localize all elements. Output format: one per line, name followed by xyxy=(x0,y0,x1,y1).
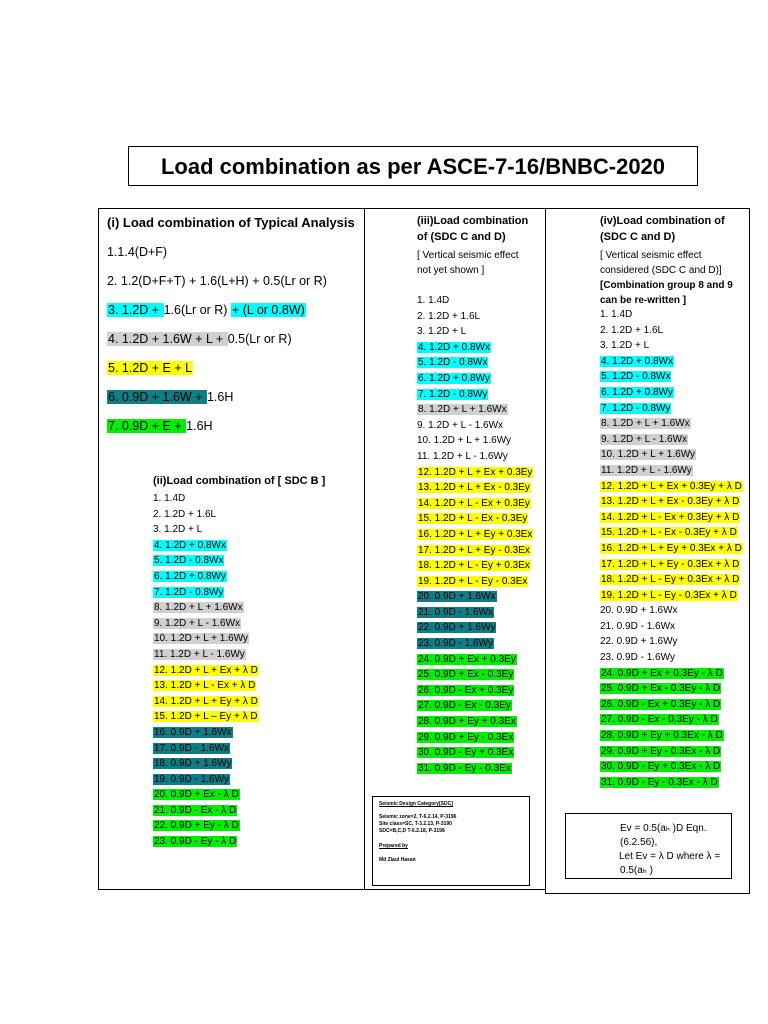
sdc-cdv-item xyxy=(600,588,743,604)
sdc-cd-item-text: 12. 1.2D + L + Ex + 0.3Ey xyxy=(418,466,533,478)
sdc-cd-item xyxy=(417,480,533,496)
sdc-b-item-text: 1. 1.4D xyxy=(153,493,186,504)
typical-item-part: 1.1.4(D+F) xyxy=(107,245,168,259)
sdc-b-item-text: 19. 0.9D - 1.6Wy xyxy=(154,773,229,785)
seismic-line-3: SDC=B,C,D T-6.2.18, P-3198 xyxy=(379,828,445,834)
sdc-b-item xyxy=(153,694,259,710)
sdc-cd-item-text: 2. 1.2D + 1.6L xyxy=(417,310,481,322)
sdc-b-item xyxy=(153,725,259,741)
sdc-b-item-text: 9. 1.2D + L - 1.6Wx xyxy=(154,617,241,629)
sdc-cdv-item xyxy=(600,697,743,713)
typical-item xyxy=(107,243,327,261)
sdc-b-item-text: 6. 1.2D + 0.8Wy xyxy=(154,570,226,582)
sdc-cdv-item xyxy=(600,385,743,401)
sdc-cd-item xyxy=(417,309,533,325)
sdc-cdv-item xyxy=(600,666,743,682)
sdc-b-item-text: 15. 1.2D + L – Ey + λ D xyxy=(154,711,258,723)
sdc-b-item-text: 5. 1.2D - 0.8Wx xyxy=(154,555,224,567)
sdc-cd-item xyxy=(417,605,533,621)
sdc-b-item xyxy=(153,538,259,554)
sdc-cd-item-text: 31. 0.9D - Ey - 0.3Ex xyxy=(418,762,511,774)
sdc-b-item xyxy=(153,569,259,585)
sdc-cd-item-text: 27. 0.9D - Ex - 0.3Ey xyxy=(418,700,511,712)
sdc-b-item xyxy=(153,616,259,632)
sdc-cd-item xyxy=(417,636,533,652)
sdc-cd-item xyxy=(417,355,533,371)
sdc-cdv-note-3: [Combination group 8 and 9 xyxy=(600,280,733,291)
typical-item xyxy=(107,388,327,406)
sdc-b-item xyxy=(153,834,259,850)
sdc-cd-item xyxy=(417,714,533,730)
sdc-cdv-item-text: 15. 1.2D + L - Ex - 0.3Ey + λ D xyxy=(601,527,737,539)
sdc-cd-item-text: 24. 0.9D + Ex + 0.3Ey xyxy=(418,653,516,665)
typical-item-part: 1.6H xyxy=(186,419,213,433)
sdc-cd-item-text: 13. 1.2D + L + Ex - 0.3Ey xyxy=(418,482,530,494)
sdc-cd-item-text: 5. 1.2D - 0.8Wx xyxy=(418,357,488,369)
typical-item xyxy=(107,301,327,319)
typical-item-part: 7. 0.9D + E + xyxy=(108,419,186,433)
sdc-cdv-item xyxy=(600,338,743,354)
sdc-cd-item-text: 18. 1.2D + L - Ey + 0.3Ex xyxy=(418,560,530,572)
sdc-cdv-item-text: 26. 0.9D - Ex + 0.3Ey - λ D xyxy=(601,698,721,710)
sdc-b-item xyxy=(153,522,259,538)
typical-item-part: + (L or 0.8W) xyxy=(231,303,305,317)
typical-item-part: 3. 1.2D + xyxy=(108,303,163,317)
sdc-cdv-item xyxy=(600,759,743,775)
typical-item-part: 1.6H xyxy=(206,390,234,404)
sdc-cdv-item-text: 6. 1.2D + 0.8Wy xyxy=(601,386,673,398)
sdc-cd-item-text: 9. 1.2D + L - 1.6Wx xyxy=(417,419,504,431)
page-title: Load combination as per ASCE-7-16/BNBC-2020 xyxy=(160,154,666,179)
sdc-cd-item xyxy=(417,418,533,434)
sdc-cdv-item-text: 30. 0.9D - Ey + 0.3Ex - λ D xyxy=(601,761,721,773)
sdc-b-item-text: 18. 0.9D + 1.6Wy xyxy=(154,758,232,770)
sdc-b-item xyxy=(153,741,259,757)
sdc-b-item-text: 20. 0.9D + Ex - λ D xyxy=(154,789,239,801)
sdc-b-item xyxy=(153,663,259,679)
sdc-cdv-item xyxy=(600,323,743,339)
sdc-b-item-text: 2. 1.2D + 1.6L xyxy=(153,508,217,520)
sdc-cdv-item-text: 3. 1.2D + L xyxy=(600,340,650,352)
sdc-b-item xyxy=(153,507,259,523)
typical-item-part: 2. 1.2(D+F+T) + 1.6(L+H) + 0.5(Lr or R) xyxy=(107,274,327,288)
sdc-cdv-note-4: can be re-written ] xyxy=(600,295,687,306)
sdc-b-item-text: 22. 0.9D + Ey - λ D xyxy=(154,820,239,832)
sdc-cdv-item-text: 4. 1.2D + 0.8Wx xyxy=(601,355,673,367)
ev-line-2: (6.2.56), xyxy=(620,837,658,848)
sdc-cd-item xyxy=(417,574,533,590)
sdc-b-item-text: 16. 0.9D + 1.6Wx xyxy=(154,726,232,738)
sdc-cd-item xyxy=(417,371,533,387)
sdc-cd-item xyxy=(417,558,533,574)
sdc-cd-note-1: [ Vertical seismic effect xyxy=(417,250,519,261)
sdc-cdv-item xyxy=(600,634,743,650)
sdc-cdv-item-text: 27. 0.9D - Ex - 0.3Ey - λ D xyxy=(601,714,718,726)
sdc-cdv-item-text: 8. 1.2D + L + 1.6Wx xyxy=(601,418,690,430)
sdc-cd-item xyxy=(417,667,533,683)
sdc-cdv-note-2: considered (SDC C and D)] xyxy=(600,265,722,276)
sdc-b-item-text: 10. 1.2D + L + 1.6Wy xyxy=(154,633,249,645)
typical-analysis-panel xyxy=(98,208,365,890)
typical-item-part: 0.5(Lr or R) xyxy=(227,332,292,346)
sdc-cdv-item xyxy=(600,369,743,385)
sdc-cd-item-text: 4. 1.2D + 0.8Wx xyxy=(418,341,490,353)
sdc-cd-item xyxy=(417,761,533,777)
sdc-cdv-item xyxy=(600,650,743,666)
sdc-cdv-item xyxy=(600,416,743,432)
seismic-heading: Seismic Design Category[SDC] xyxy=(379,801,453,807)
typical-list xyxy=(107,243,327,446)
sdc-cdv-item xyxy=(600,525,743,541)
sdc-cdv-item-text: 10. 1.2D + L + 1.6Wy xyxy=(601,449,696,461)
sdc-b-item-text: 7. 1.2D - 0.8Wy xyxy=(154,586,224,598)
sdc-cdv-item-text: 21. 0.9D - 1.6Wx xyxy=(600,620,676,632)
sdc-cdv-item-text: 24. 0.9D + Ex + 0.3Ey - λ D xyxy=(601,667,723,679)
title-box xyxy=(128,146,698,186)
typical-item xyxy=(107,359,327,377)
ev-line-4: 0.5(aₕ ) xyxy=(620,865,653,876)
sdc-cdv-item xyxy=(600,541,743,557)
sdc-cd-item xyxy=(417,433,533,449)
sdc-cdv-item xyxy=(600,510,743,526)
sdc-cd-item-text: 1. 1.4D xyxy=(417,295,450,306)
sdc-cdv-item xyxy=(600,307,743,323)
sdc-cd-item xyxy=(417,449,533,465)
sdc-cdv-item-text: 31. 0.9D - Ey - 0.3Ex - λ D xyxy=(601,776,718,788)
sdc-cd-note-2: not yet shown ] xyxy=(417,265,485,276)
ev-equation-box xyxy=(565,813,732,879)
sdc-cd-item-text: 14. 1.2D + L - Ex + 0.3Ey xyxy=(418,497,530,509)
sdc-cdv-heading-1: (iv)Load combination of xyxy=(600,215,725,227)
sdc-b-item xyxy=(153,600,259,616)
sdc-cd-item-text: 25. 0.9D + Ex - 0.3Ey xyxy=(418,669,514,681)
sdc-cd-item xyxy=(417,496,533,512)
sdc-cd-item-text: 6. 1.2D + 0.8Wy xyxy=(418,372,490,384)
sdc-cdv-item-text: 9. 1.2D + L - 1.6Wx xyxy=(601,433,688,445)
sdc-cdv-item xyxy=(600,603,743,619)
sdc-cd-item-text: 26. 0.9D - Ex + 0.3Ey xyxy=(418,684,514,696)
sdc-cdv-item-text: 17. 1.2D + L + Ey - 0.3Ex + λ D xyxy=(601,558,740,570)
sdc-cdv-item xyxy=(600,354,743,370)
sdc-cd-item-text: 29. 0.9D + Ey - 0.3Ex xyxy=(418,731,514,743)
sdc-b-item xyxy=(153,491,259,507)
sdc-b-item-text: 13. 1.2D + L - Ex + λ D xyxy=(154,680,256,692)
sdc-cd-item xyxy=(417,527,533,543)
sdc-cd-list xyxy=(417,293,533,776)
author-name: Md Ziaul Hasan xyxy=(379,857,416,863)
sdc-cd-item-text: 15. 1.2D + L - Ex - 0.3Ey xyxy=(418,513,528,525)
sdc-cd-item xyxy=(417,293,533,309)
sdc-cdv-item-text: 11. 1.2D + L - 1.6Wy xyxy=(601,464,692,476)
sdc-b-item xyxy=(153,787,259,803)
typical-item xyxy=(107,417,327,435)
sdc-cdv-item xyxy=(600,775,743,791)
sdc-cd-item xyxy=(417,620,533,636)
sdc-cd-item-text: 22. 0.9D + 1.6Wy xyxy=(418,622,496,634)
sdc-cdv-item xyxy=(600,744,743,760)
sdc-cdv-item xyxy=(600,463,743,479)
seismic-design-box xyxy=(372,796,530,886)
sdc-cdv-item xyxy=(600,572,743,588)
sdc-cdv-item-text: 5. 1.2D - 0.8Wx xyxy=(601,371,671,383)
sdc-cdv-heading-2: (SDC C and D) xyxy=(600,231,676,243)
sdc-cdv-item-text: 23. 0.9D - 1.6Wy xyxy=(600,652,675,664)
sdc-cdv-list xyxy=(600,307,743,790)
sdc-cd-item xyxy=(417,465,533,481)
sdc-b-item-text: 21. 0.9D - Ex - λ D xyxy=(154,804,237,816)
sdc-b-item-text: 3. 1.2D + L xyxy=(153,524,203,536)
sdc-cdv-item-text: 12. 1.2D + L + Ex + 0.3Ey + λ D xyxy=(601,480,742,492)
sdc-cd-vertical-panel xyxy=(545,208,750,894)
sdc-cd-item xyxy=(417,387,533,403)
sdc-cd-item-text: 11. 1.2D + L - 1.6Wy xyxy=(417,450,508,462)
sdc-cd-item-text: 3. 1.2D + L xyxy=(417,326,467,338)
sdc-b-item xyxy=(153,647,259,663)
sdc-cdv-item-text: 7. 1.2D - 0.8Wy xyxy=(601,402,671,414)
sdc-cd-item xyxy=(417,511,533,527)
typical-item xyxy=(107,330,327,348)
typical-item xyxy=(107,272,327,290)
typical-item-part: 6. 0.9D + 1.6W + xyxy=(108,390,206,404)
sdc-cd-item xyxy=(417,324,533,340)
sdc-cdv-item xyxy=(600,681,743,697)
sdc-cdv-item-text: 20. 0.9D + 1.6Wx xyxy=(600,605,678,617)
sdc-cd-item-text: 10. 1.2D + L + 1.6Wy xyxy=(417,435,512,447)
sdc-b-item-text: 4. 1.2D + 0.8Wx xyxy=(154,539,226,551)
seismic-line-1: Seismic zone=2, T-6.2.14, P-3196 xyxy=(379,814,457,820)
sdc-b-item xyxy=(153,818,259,834)
sdc-cd-item xyxy=(417,683,533,699)
sdc-cdv-item-text: 25. 0.9D + Ex - 0.3Ey - λ D xyxy=(601,683,721,695)
sdc-cdv-item-text: 2. 1.2D + 1.6L xyxy=(600,324,664,336)
sdc-b-item xyxy=(153,585,259,601)
sdc-cd-item xyxy=(417,589,533,605)
ev-line-3: Let Ev = λ D where λ = xyxy=(619,851,721,862)
sdc-cd-item xyxy=(417,543,533,559)
sdc-cd-item xyxy=(417,698,533,714)
sdc-cdv-item xyxy=(600,728,743,744)
typical-item-part: 5. 1.2D + E + L xyxy=(108,361,193,375)
sdc-cdv-item-text: 18. 1.2D + L - Ey + 0.3Ex + λ D xyxy=(601,574,740,586)
sdc-cdv-item-text: 14. 1.2D + L - Ex + 0.3Ey + λ D xyxy=(601,511,740,523)
sdc-cdv-item xyxy=(600,494,743,510)
sdc-cdv-item xyxy=(600,712,743,728)
sdc-b-item-text: 14. 1.2D + L + Ey + λ D xyxy=(154,695,258,707)
sdc-cdv-item xyxy=(600,557,743,573)
sdc-cd-item-text: 23. 0.9D - 1.6Wy xyxy=(418,638,493,650)
sdc-b-item-text: 17. 0.9D - 1.6Wx xyxy=(154,742,230,754)
sdc-cd-item-text: 8. 1.2D + L + 1.6Wx xyxy=(418,404,507,416)
sdc-cd-item-text: 28. 0.9D + Ey + 0.3Ex xyxy=(418,716,516,728)
sdc-b-item-text: 11. 1.2D + L - 1.6Wy xyxy=(154,648,245,660)
sdc-b-item xyxy=(153,803,259,819)
sdc-b-item xyxy=(153,709,259,725)
sdc-cdv-item-text: 19. 1.2D + L - Ey - 0.3Ex + λ D xyxy=(601,589,737,601)
sdc-cd-item xyxy=(417,745,533,761)
sdc-cd-item-text: 21. 0.9D - 1.6Wx xyxy=(418,606,494,618)
sdc-cdv-note-1: [ Vertical seismic effect xyxy=(600,250,702,261)
sdc-cd-item xyxy=(417,340,533,356)
sdc-cd-panel xyxy=(364,208,546,890)
sdc-b-item-text: 12. 1.2D + L + Ex + λ D xyxy=(154,664,258,676)
sdc-cdv-item xyxy=(600,401,743,417)
sdc-cd-heading-2: of (SDC C and D) xyxy=(417,231,506,243)
sdc-cd-item-text: 19. 1.2D + L - Ey - 0.3Ex xyxy=(418,575,528,587)
sdc-cd-item-text: 20. 0.9D + 1.6Wx xyxy=(418,591,496,603)
sdc-cdv-item xyxy=(600,619,743,635)
sdc-cd-item xyxy=(417,652,533,668)
sdc-b-item xyxy=(153,631,259,647)
sdc-cdv-item-text: 13. 1.2D + L + Ex - 0.3Ey + λ D xyxy=(601,496,740,508)
sdc-b-item xyxy=(153,756,259,772)
sdc-b-item-text: 8. 1.2D + L + 1.6Wx xyxy=(154,602,243,614)
sdc-cdv-item-text: 22. 0.9D + 1.6Wy xyxy=(600,636,678,648)
sdc-cdv-item-text: 16. 1.2D + L + Ey + 0.3Ex + λ D xyxy=(601,542,742,554)
sdc-cdv-item-text: 28. 0.9D + Ey + 0.3Ex - λ D xyxy=(601,730,723,742)
sdc-cd-item-text: 17. 1.2D + L + Ey - 0.3Ex xyxy=(418,544,530,556)
sdc-b-item-text: 23. 0.9D - Ey - λ D xyxy=(154,836,237,848)
sdc-cd-item xyxy=(417,730,533,746)
sdc-cd-item-text: 16. 1.2D + L + Ey + 0.3Ex xyxy=(418,528,533,540)
sdc-b-item xyxy=(153,678,259,694)
sdc-cdv-item xyxy=(600,432,743,448)
seismic-line-2: Site class=SC, T-3.2.13, P-3190 xyxy=(379,821,452,827)
sdc-cdv-item xyxy=(600,447,743,463)
sdc-b-item xyxy=(153,772,259,788)
typical-heading: (i) Load combination of Typical Analysis xyxy=(107,215,355,230)
sdc-cdv-item-text: 1. 1.4D xyxy=(600,309,633,320)
sdc-cd-item-text: 30. 0.9D - Ey + 0.3Ex xyxy=(418,747,514,759)
sdc-b-item xyxy=(153,553,259,569)
sdc-cdv-item xyxy=(600,479,743,495)
sdc-b-list xyxy=(153,491,259,850)
sdc-cd-item-text: 7. 1.2D - 0.8Wy xyxy=(418,388,488,400)
prepared-label: Prepared by xyxy=(379,843,408,849)
typical-item-part: 4. 1.2D + 1.6W + L + xyxy=(108,332,227,346)
sdc-cd-item xyxy=(417,402,533,418)
sdc-cdv-item-text: 29. 0.9D + Ey - 0.3Ex - λ D xyxy=(601,745,721,757)
ev-line-1: Eᴠ = 0.5(aₕ )D Eqn. xyxy=(620,823,707,834)
sdc-b-heading: (ii)Load combination of [ SDC B ] xyxy=(153,475,326,487)
sdc-cd-heading-1: (iii)Load combination xyxy=(417,215,529,227)
typical-item-part: 1.6(Lr or R) xyxy=(163,303,231,317)
